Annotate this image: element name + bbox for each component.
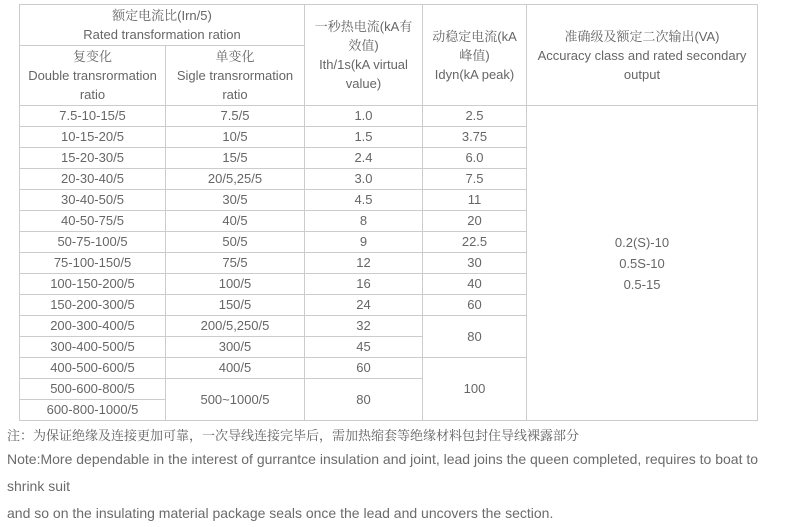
header-accuracy-zh: 准确级及额定二次输出(VA) xyxy=(564,28,720,44)
header-accuracy-en: Accuracy class and rated secondary output xyxy=(537,47,747,82)
cell-dynamic: 11 xyxy=(423,190,527,211)
cell-dynamic: 30 xyxy=(423,253,527,274)
notes xyxy=(7,426,785,527)
cell-thermal: 60 xyxy=(305,358,423,379)
header-dynamic-current-zh: 动稳定电流(kA峰值) xyxy=(432,28,517,63)
cell-double-ratio: 600-800-1000/5 xyxy=(20,400,166,421)
cell-double-ratio: 150-200-300/5 xyxy=(20,295,166,316)
cell-single-ratio: 20/5,25/5 xyxy=(166,169,305,190)
cell-dynamic: 2.5 xyxy=(423,106,527,127)
cell-single-ratio: 500~1000/5 xyxy=(166,379,305,421)
cell-thermal: 1.5 xyxy=(305,127,423,148)
cell-double-ratio: 7.5-10-15/5 xyxy=(20,106,166,127)
cell-dynamic: 6.0 xyxy=(423,148,527,169)
header-single-ratio-en: Sigle transrormation ratio xyxy=(176,68,294,102)
cell-single-ratio: 75/5 xyxy=(166,253,305,274)
cell-thermal: 24 xyxy=(305,295,423,316)
cell-double-ratio: 20-30-40/5 xyxy=(20,169,166,190)
note-en-line-2: and so on the insulating material package seals once the lead and uncovers the section. xyxy=(7,505,554,521)
cell-double-ratio: 200-300-400/5 xyxy=(20,316,166,337)
cell-dynamic: 22.5 xyxy=(423,232,527,253)
cell-thermal: 3.0 xyxy=(305,169,423,190)
header-thermal-current-zh: 一秒热电流(kA有效值) xyxy=(314,19,413,53)
cell-dynamic: 60 xyxy=(423,295,527,316)
cell-dynamic: 7.5 xyxy=(423,169,527,190)
header-rated-ratio-zh: 额定电流比(Irn/5) xyxy=(112,8,212,23)
cell-double-ratio: 15-20-30/5 xyxy=(20,148,166,169)
cell-thermal: 16 xyxy=(305,274,423,295)
cell-dynamic: 100 xyxy=(423,358,527,421)
cell-dynamic: 3.75 xyxy=(423,127,527,148)
cell-single-ratio: 15/5 xyxy=(166,148,305,169)
header-single-ratio xyxy=(166,46,305,106)
cell-single-ratio: 200/5,250/5 xyxy=(166,316,305,337)
header-rated-ratio xyxy=(20,5,305,46)
cell-single-ratio: 150/5 xyxy=(166,295,305,316)
cell-thermal: 4.5 xyxy=(305,190,423,211)
header-single-ratio-zh: 单变化 xyxy=(215,49,255,64)
header-double-ratio xyxy=(20,46,166,106)
cell-single-ratio: 50/5 xyxy=(166,232,305,253)
cell-single-ratio: 100/5 xyxy=(166,274,305,295)
spec-table xyxy=(19,4,758,421)
cell-double-ratio: 40-50-75/5 xyxy=(20,211,166,232)
cell-double-ratio: 400-500-600/5 xyxy=(20,358,166,379)
cell-thermal: 12 xyxy=(305,253,423,274)
cell-single-ratio: 30/5 xyxy=(166,190,305,211)
cell-double-ratio: 500-600-800/5 xyxy=(20,379,166,400)
cell-thermal: 8 xyxy=(305,211,423,232)
cell-double-ratio: 10-15-20/5 xyxy=(20,127,166,148)
cell-dynamic: 80 xyxy=(423,316,527,358)
cell-single-ratio: 7.5/5 xyxy=(166,106,305,127)
note-zh: 注：为保证绝缘及连接更加可靠，一次导线连接完毕后，需加热缩套等绝缘材料包封住导线裸露部分 xyxy=(7,428,580,443)
header-double-ratio-zh: 复变化 xyxy=(72,49,112,64)
cell-dynamic: 20 xyxy=(423,211,527,232)
header-rated-ratio-en: Rated transformation ration xyxy=(83,27,241,42)
cell-single-ratio: 10/5 xyxy=(166,127,305,148)
note-en xyxy=(7,446,785,527)
header-dynamic-current xyxy=(423,5,527,106)
table-row xyxy=(20,106,758,127)
cell-thermal: 2.4 xyxy=(305,148,423,169)
cell-accuracy-class xyxy=(527,106,758,421)
cell-thermal: 1.0 xyxy=(305,106,423,127)
cell-double-ratio: 100-150-200/5 xyxy=(20,274,166,295)
note-en-line-1: Note:More dependable in the interest of gurrantce insulation and joint, lead joins the queen completed, requires to boat to shrink suit xyxy=(7,451,759,494)
cell-double-ratio: 30-40-50/5 xyxy=(20,190,166,211)
cell-single-ratio: 400/5 xyxy=(166,358,305,379)
cell-thermal: 80 xyxy=(305,379,423,421)
header-accuracy xyxy=(527,5,758,106)
cell-single-ratio: 40/5 xyxy=(166,211,305,232)
cell-double-ratio: 300-400-500/5 xyxy=(20,337,166,358)
accuracy-line: 0.5S-10 xyxy=(619,255,665,271)
header-thermal-current-en: Ith/1s(kA virtual value) xyxy=(319,57,408,91)
header-dynamic-current-en: Idyn(kA peak) xyxy=(434,66,515,82)
cell-dynamic: 40 xyxy=(423,274,527,295)
accuracy-line: 0.2(S)-10 xyxy=(614,234,670,250)
cell-double-ratio: 50-75-100/5 xyxy=(20,232,166,253)
header-row-1 xyxy=(20,5,758,46)
cell-thermal: 9 xyxy=(305,232,423,253)
cell-double-ratio: 75-100-150/5 xyxy=(20,253,166,274)
cell-thermal: 32 xyxy=(305,316,423,337)
cell-single-ratio: 300/5 xyxy=(166,337,305,358)
cell-thermal: 45 xyxy=(305,337,423,358)
accuracy-line: 0.5-15 xyxy=(623,276,661,292)
header-double-ratio-en: Double transrormation ratio xyxy=(28,68,157,102)
header-thermal-current xyxy=(305,5,423,106)
